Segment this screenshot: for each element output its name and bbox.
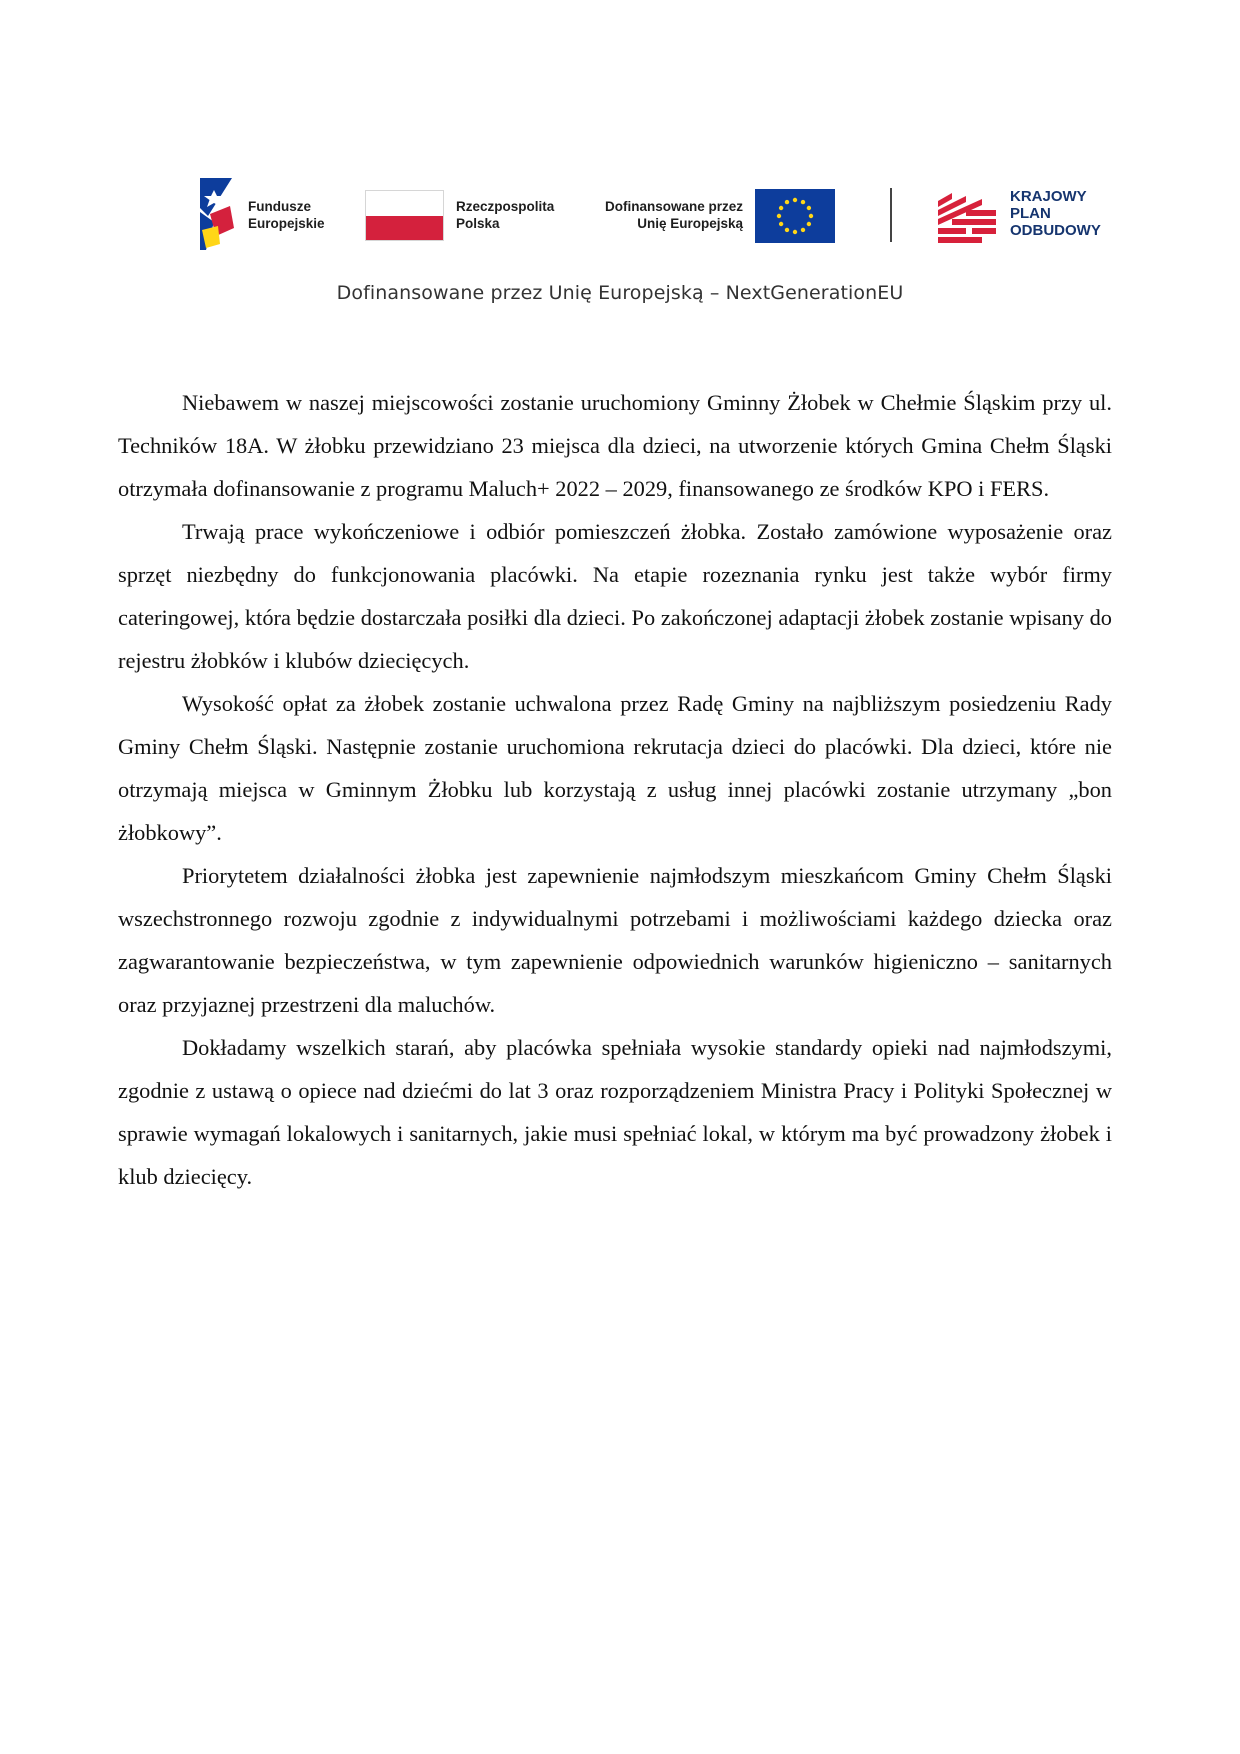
logo-bar <box>200 178 1120 256</box>
kpo-line-1: KRAJOWY <box>1010 188 1087 205</box>
rzeczpospolita-line-1: Rzeczpospolita <box>456 199 555 214</box>
polish-flag-icon <box>365 190 444 241</box>
document-body <box>118 381 1112 1198</box>
eu-line-2: Unię Europejską <box>637 216 743 231</box>
fundusze-line-2: Europejskie <box>248 216 325 231</box>
paragraph-4: Priorytetem działalności żłobka jest zapewnienie najmłodszym mieszkańcom Gminy Chełm Śląski wszechstronnego rozwoju zgodnie z indywidualnymi potrzebami i możliwościami każdego dziecka oraz zagwarantowanie bezpieczeństwa, w tym zapewnienie odpowiednich warunków higieniczno – sanitarnych oraz przyjaznej przestrzeni dla maluchów. <box>118 863 1112 1017</box>
fundusze-europejskie-text <box>248 198 348 232</box>
paragraph-5: Dokładamy wszelkich starań, aby placówka spełniała wysokie standardy opieki nad najmłodszymi, zgodnie z ustawą o opiece nad dziećmi do lat 3 oraz rozporządzeniem Ministra Pracy i Polityki Społecznej w sprawie wymagań lokalowych i sanitarnych, jakie musi spełniać lokal, w którym ma być prowadzony żłobek i klub dziecięcy. <box>118 1035 1112 1189</box>
flag-white-stripe <box>366 191 443 216</box>
eu-flag-icon <box>755 189 835 243</box>
logo-divider <box>890 188 892 242</box>
fundusze-europejskie-emblem-icon <box>200 178 240 250</box>
eu-line-1: Dofinansowane przez <box>604 199 743 214</box>
rzeczpospolita-polska-text <box>456 198 576 232</box>
paragraph-1: Niebawem w naszej miejscowości zostanie uruchomiony Gminny Żłobek w Chełmie Śląskim przy ul. Techników 18A. W żłobku przewidziano 23 miejsca dla dzieci, na utworzenie których Gmina Chełm Śląski otrzymała dofinansowanie z programu Maluch+ 2022 – 2029, finansowanego ze środków KPO i FERS. <box>118 390 1112 501</box>
kpo-text <box>1010 188 1130 239</box>
fundusze-line-1: Fundusze <box>248 199 311 214</box>
paragraph-3: Wysokość opłat za żłobek zostanie uchwalona przez Radę Gminy na najbliższym posiedzeniu Rady Gminy Chełm Śląski. Następnie zostanie uruchomiona rekrutacja dzieci do placówki. Dla dzieci, które nie otrzymają miejsca w Gminnym Żłobku lub korzystają z usług innej placówki zostanie utrzymany „bon żłobkowy”. <box>118 691 1112 845</box>
eu-funding-text <box>593 198 743 232</box>
fundusze-europejskie-logo <box>200 178 345 250</box>
flag-red-stripe <box>366 216 443 241</box>
krajowy-plan-odbudowy-icon <box>938 191 1000 245</box>
kpo-line-3: ODBUDOWY <box>1010 222 1101 239</box>
rzeczpospolita-line-2: Polska <box>456 216 500 231</box>
kpo-line-2: PLAN <box>1010 205 1051 222</box>
paragraph-2: Trwają prace wykończeniowe i odbiór pomieszczeń żłobka. Zostało zamówione wyposażenie oraz sprzęt niezbędny do funkcjonowania placówki. Na etapie rozeznania rynku jest także wybór firmy cateringowej, która będzie dostarczała posiłki dla dzieci. Po zakończonej adaptacji żłobek zostanie wpisany do rejestru żłobków i klubów dziecięcych. <box>118 519 1112 673</box>
funding-line: Dofinansowane przez Unię Europejską – NextGenerationEU <box>336 282 904 304</box>
